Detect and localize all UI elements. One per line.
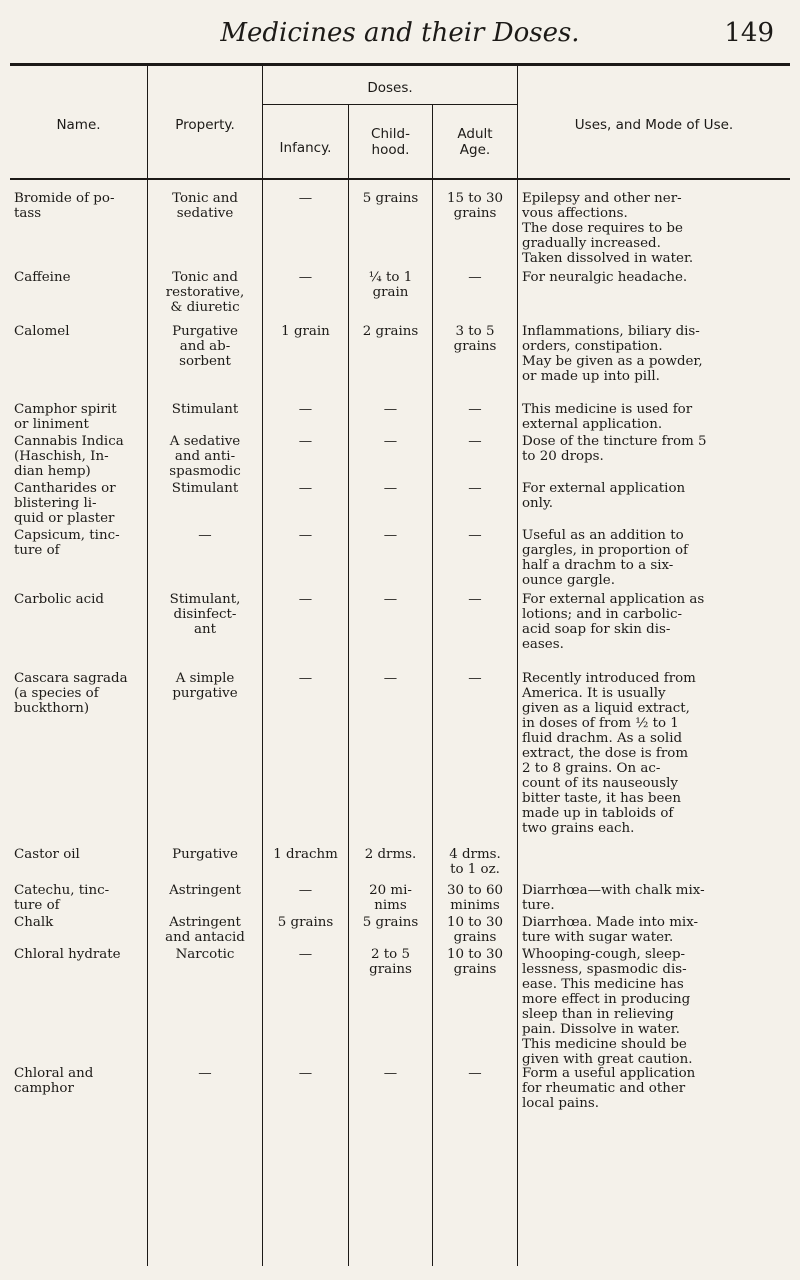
- row-property: Astringent and antacid: [165, 915, 245, 945]
- row-childhood: ¼ to 1 grain: [368, 270, 413, 300]
- row-uses: Whooping-cough, sleep- lessness, spasmodic dis- ease. This medicine has more effect in producing sleep than in relieving pain. Dissolve in water. This medicine should be given with great caution.: [522, 947, 693, 1067]
- row-name: Catechu, tinc- ture of: [14, 883, 110, 913]
- row-childhood: —: [383, 481, 398, 496]
- row-childhood: —: [383, 1066, 398, 1081]
- row-infancy: —: [298, 528, 313, 543]
- row-property: Tonic and sedative: [172, 191, 238, 221]
- row-childhood: —: [383, 434, 398, 449]
- col-rule-1: [147, 66, 148, 1266]
- row-adult: 3 to 5 grains: [453, 324, 497, 354]
- row-name: Capsicum, tinc- ture of: [14, 528, 120, 558]
- row-adult: 30 to 60 minims: [446, 883, 504, 913]
- header-name: Name.: [56, 117, 101, 133]
- row-name: Bromide of po- tass: [14, 191, 115, 221]
- row-infancy: —: [298, 671, 313, 686]
- row-infancy: —: [298, 481, 313, 496]
- row-adult: —: [468, 434, 482, 449]
- row-name: Camphor spirit or liniment: [14, 402, 117, 432]
- row-property: Stimulant: [171, 481, 239, 496]
- row-childhood: 5 grains: [362, 191, 419, 206]
- row-uses: Useful as an addition to gargles, in proportion of half a drachm to a six- ounce gargle.: [522, 528, 688, 588]
- row-name: Cascara sagrada (a species of buckthorn): [14, 671, 128, 716]
- row-property: A sedative and anti- spasmodic: [169, 434, 241, 479]
- row-childhood: —: [383, 671, 398, 686]
- header-doses: Doses.: [367, 80, 413, 96]
- row-adult: 10 to 30 grains: [446, 915, 504, 945]
- row-adult: 4 drms. to 1 oz.: [449, 847, 501, 877]
- row-childhood: 5 grains: [362, 915, 419, 930]
- doses-divider: [262, 104, 517, 105]
- row-adult: 10 to 30 grains: [446, 947, 504, 977]
- row-property: Purgative and ab- sorbent: [172, 324, 238, 369]
- row-infancy: —: [298, 270, 313, 285]
- col-rule-5: [517, 66, 518, 1266]
- row-uses: Form a useful application for rheumatic and other local pains.: [522, 1066, 696, 1111]
- row-property: Stimulant, disinfect- ant: [169, 592, 241, 637]
- row-property: Astringent: [169, 883, 241, 898]
- row-adult: —: [468, 671, 482, 686]
- row-property: Narcotic: [175, 947, 235, 962]
- row-uses: Epilepsy and other ner- vous affections. The dose requires to be gradually increased. Taken dissolved in water.: [522, 191, 694, 266]
- row-property: Tonic and restorative, & diuretic: [165, 270, 245, 315]
- row-name: Cantharides or blistering li- quid or plaster: [14, 481, 116, 526]
- row-childhood: 2 grains: [362, 324, 419, 339]
- row-adult: —: [468, 270, 482, 285]
- table-top-rule: [10, 63, 790, 66]
- row-childhood: 2 drms.: [364, 847, 417, 862]
- row-name: Carbolic acid: [14, 592, 104, 607]
- row-infancy: 1 drachm: [273, 847, 338, 862]
- row-adult: —: [468, 402, 482, 417]
- row-property: —: [198, 528, 212, 543]
- row-property: Purgative: [172, 847, 238, 862]
- row-infancy: —: [298, 947, 313, 962]
- row-childhood: 2 to 5 grains: [369, 947, 412, 977]
- row-property: A simple purgative: [172, 671, 238, 701]
- col-rule-2: [262, 66, 263, 1266]
- header-infancy: Infancy.: [279, 140, 332, 156]
- row-infancy: —: [298, 191, 313, 206]
- header-adult: Adult Age.: [457, 126, 493, 158]
- row-uses: Recently introduced from America. It is usually given as a liquid extract, in doses of from ½ to 1 fluid drachm. As a solid extract, the dose is from 2 to 8 grains. On ac- count of its nauseously bitter taste, it has been made up in tabloids of two grains each.: [522, 671, 696, 836]
- row-uses: For external application only.: [522, 481, 686, 511]
- row-name: Chalk: [14, 915, 54, 930]
- running-header: Medicines and their Doses.: [220, 18, 580, 48]
- row-name: Cannabis Indica (Haschish, In- dian hemp): [14, 434, 124, 479]
- row-adult: —: [468, 592, 482, 607]
- row-adult: —: [468, 481, 482, 496]
- header-property: Property.: [175, 117, 235, 133]
- header-childhood: Child- hood.: [371, 126, 410, 158]
- row-childhood: 20 mi- nims: [369, 883, 412, 913]
- header-bottom-rule: [10, 178, 790, 180]
- row-adult: —: [468, 1066, 482, 1081]
- row-childhood: —: [383, 592, 398, 607]
- row-name: Castor oil: [14, 847, 80, 862]
- row-childhood: —: [383, 528, 398, 543]
- row-property: —: [198, 1066, 212, 1081]
- row-uses: Dose of the tincture from 5 to 20 drops.: [522, 434, 707, 464]
- row-childhood: —: [383, 402, 398, 417]
- header-uses: Uses, and Mode of Use.: [574, 117, 734, 133]
- row-infancy: —: [298, 592, 313, 607]
- row-uses: This medicine is used for external application.: [522, 402, 693, 432]
- row-infancy: —: [298, 402, 313, 417]
- row-uses: Inflammations, biliary dis- orders, constipation. May be given as a powder, or made up into pill.: [522, 324, 703, 384]
- row-adult: 15 to 30 grains: [446, 191, 504, 221]
- row-uses: Diarrhœa—with chalk mix- ture.: [522, 883, 705, 913]
- row-name: Caffeine: [14, 270, 71, 285]
- row-name: Calomel: [14, 324, 70, 339]
- row-name: Chloral and camphor: [14, 1066, 94, 1096]
- row-infancy: —: [298, 1066, 313, 1081]
- row-infancy: —: [298, 883, 313, 898]
- page-number: 149: [724, 18, 774, 48]
- row-uses: Diarrhœa. Made into mix- ture with sugar water.: [522, 915, 699, 945]
- row-infancy: 5 grains: [277, 915, 334, 930]
- row-adult: —: [468, 528, 482, 543]
- row-uses: For external application as lotions; and in carbolic- acid soap for skin dis- eases.: [522, 592, 705, 652]
- row-infancy: —: [298, 434, 313, 449]
- row-property: Stimulant: [171, 402, 239, 417]
- row-uses: For neuralgic headache.: [522, 270, 688, 285]
- row-name: Chloral hydrate: [14, 947, 121, 962]
- row-infancy: 1 grain: [281, 324, 330, 339]
